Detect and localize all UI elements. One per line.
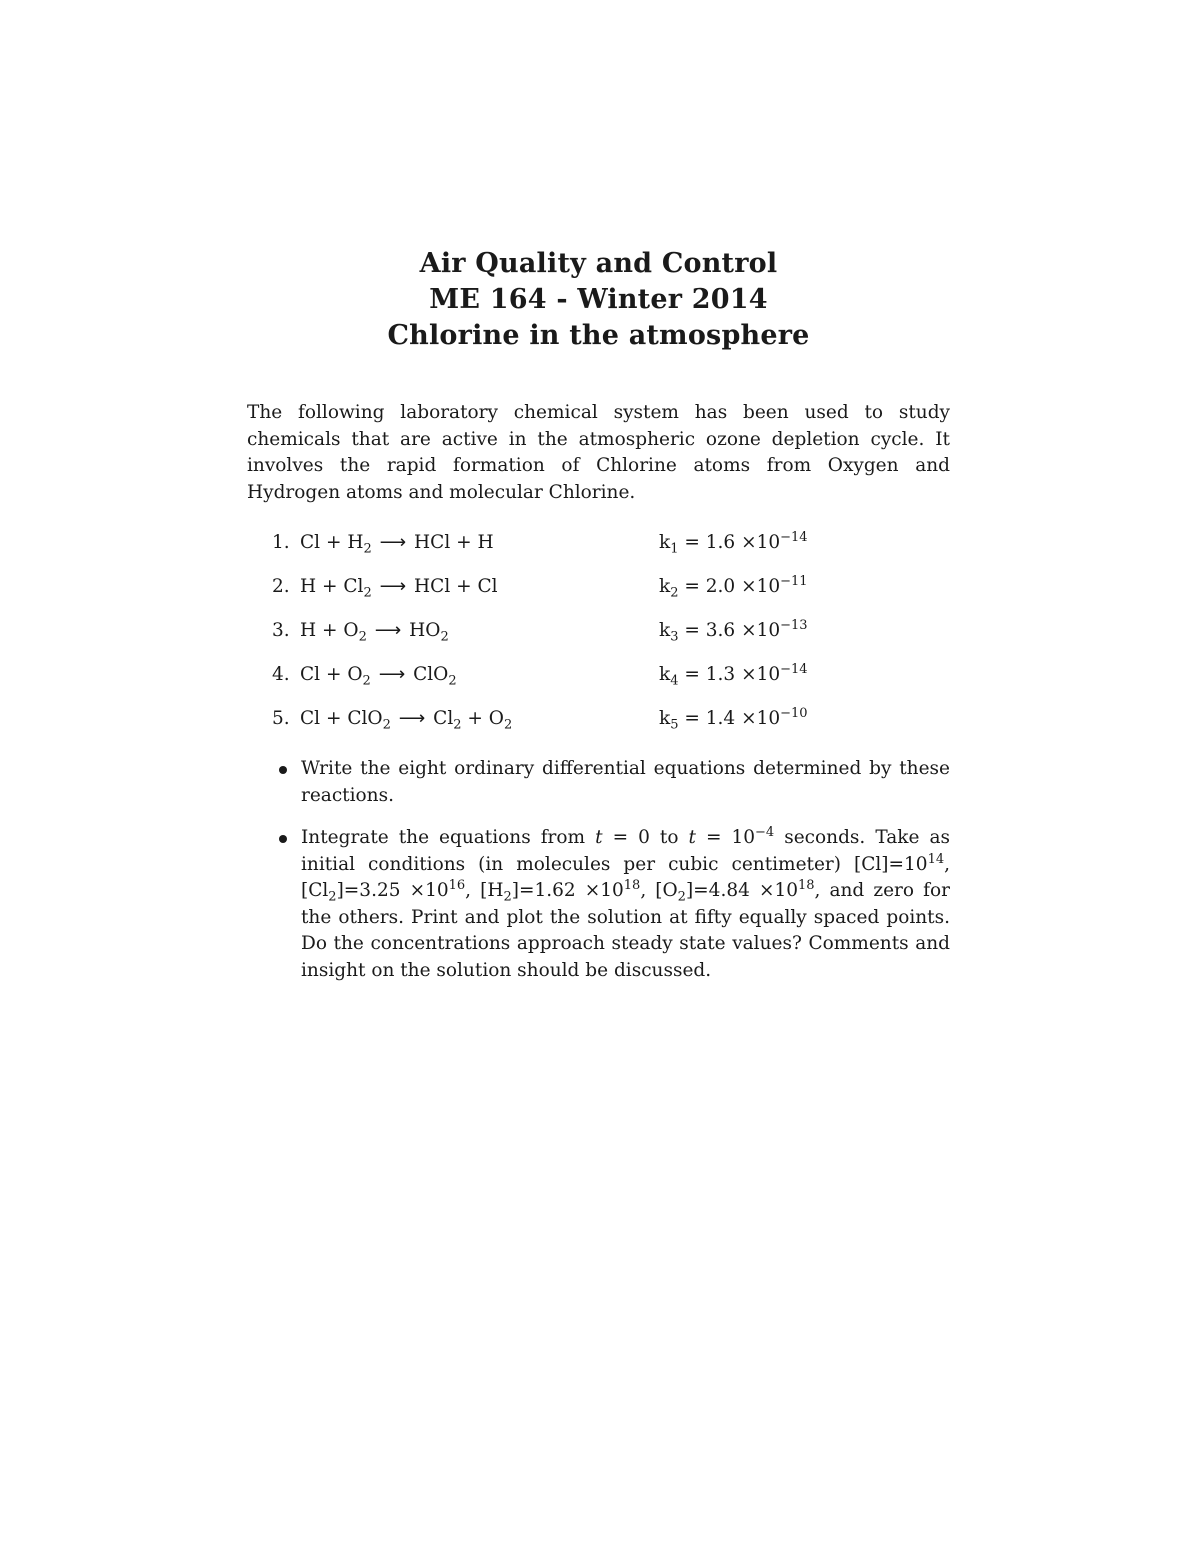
reaction-5 bbox=[272, 704, 950, 748]
reaction-number: 1. bbox=[272, 532, 290, 553]
bullet-icon bbox=[279, 835, 287, 843]
reaction-list bbox=[247, 528, 950, 748]
reaction-number: 4. bbox=[272, 664, 290, 685]
document-title bbox=[247, 246, 950, 354]
rate-constant: $k_1 = 1.6 \times 10^{-14}$ bbox=[659, 529, 808, 557]
reaction-3 bbox=[272, 616, 950, 660]
rate-constant: $k_2 = 2.0 \times 10^{-11}$ bbox=[659, 573, 808, 601]
reaction-equation: $Cl + H_2$ ⟶ HCl + H bbox=[300, 528, 494, 558]
task-text: Integrate the equations from t = 0 to $t = 10^{-4}$ seconds. Take as initial conditions (in molecules per cubic centimeter) $[Cl]=10^{14}$, $[Cl_2]=3.25 \times 10^{16}$, $[H_2]=1.62 \times 10^{18}$, $[O_2]=4.84 \times 10^{18}$, and zero for the others. Print and plot the solution at fifty equally spaced points. Do the concentrations approach steady state values? Comments and insight on the solution should be discussed. bbox=[301, 824, 950, 981]
arrow-icon: ⟶ bbox=[374, 620, 402, 641]
rate-constant: $k_5 = 1.4 \times 10^{-10}$ bbox=[659, 705, 808, 733]
arrow-icon: ⟶ bbox=[379, 576, 407, 597]
document-page bbox=[247, 246, 950, 1000]
reaction-4 bbox=[272, 660, 950, 704]
reaction-equation: $H + O_2$ ⟶ $HO_2$ bbox=[300, 616, 449, 646]
task-item-2 bbox=[247, 825, 950, 984]
reaction-2 bbox=[272, 572, 950, 616]
rate-constant: $k_3 = 3.6 \times 10^{-13}$ bbox=[659, 617, 808, 645]
intro-paragraph: The following laboratory chemical system has been used to study chemicals that are active in the atmospheric ozone depletion cycle. It involves the rapid formation of Chlorine atoms from Oxygen and Hydrogen atoms and molecular Chlorine. bbox=[247, 402, 950, 503]
reaction-number: 5. bbox=[272, 708, 290, 729]
arrow-icon: ⟶ bbox=[398, 708, 426, 729]
rate-constant: $k_4 = 1.3 \times 10^{-14}$ bbox=[659, 661, 808, 689]
task-text: Write the eight ordinary differential equations determined by these reactions. bbox=[301, 758, 950, 806]
task-item-1 bbox=[247, 756, 950, 809]
bullet-icon bbox=[279, 766, 287, 774]
reaction-number: 2. bbox=[272, 576, 290, 597]
arrow-icon: ⟶ bbox=[379, 532, 407, 553]
task-list bbox=[247, 756, 950, 984]
reaction-equation: $Cl + O_2$ ⟶ ClO$_2$ bbox=[300, 660, 457, 690]
title-course-term: ME 164 - Winter 2014 bbox=[429, 284, 768, 315]
reaction-equation: $H + Cl_2$ ⟶ HCl + Cl bbox=[300, 572, 498, 602]
title-course-name: Air Quality and Control bbox=[419, 248, 778, 279]
arrow-icon: ⟶ bbox=[378, 664, 406, 685]
reaction-1 bbox=[272, 528, 950, 572]
reaction-equation: Cl + ClO$_2$ ⟶ $Cl_2 + O_2$ bbox=[300, 704, 512, 734]
title-topic: Chlorine in the atmosphere bbox=[387, 320, 810, 351]
reaction-number: 3. bbox=[272, 620, 290, 641]
